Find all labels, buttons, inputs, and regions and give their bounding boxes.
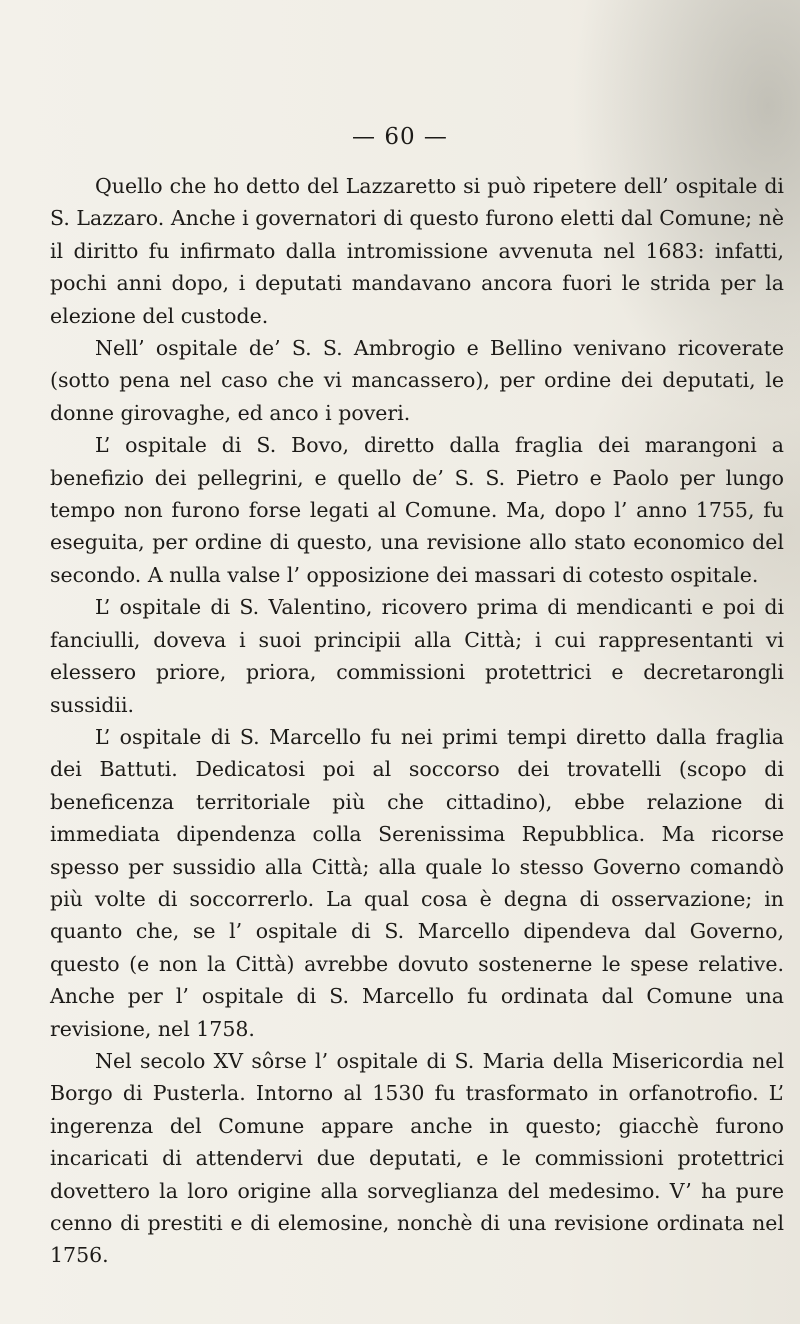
paragraph-valentino: L’ ospitale di S. Valentino, ricovero prima di mendicanti e poi di fanciulli, doveva i suoi principii alla Città; i cui rappresentanti vi elessero priore, priora, commissioni protettrici e decretarongli sussidii. xyxy=(50,595,784,717)
body-text xyxy=(50,170,784,1272)
paragraph-misericordia: Nel secolo XV sôrse l’ ospitale di S. Maria della Misericordia nel Borgo di Pusterla. Intorno al 1530 fu trasformato in orfanotrofio. L’ ingerenza del Comune appare anche in questo; giacchè furono incaricati di attendervi due deputati, e le commissioni protettrici dovettero la loro origine alla sorveglianza del medesimo. V’ ha pure cenno di prestiti e di elemosine, nonchè di una revisione ordinata nel 1756. xyxy=(50,1048,784,1268)
paragraph-lazzaro: Quello che ho detto del Lazzaretto si può ripetere dell’ ospitale di S. Lazzaro. Anche i governatori di questo furono eletti dal Comune; nè il diritto fu infirmato dalla intromissione avvenuta nel 1683: infatti, pochi anni dopo, i deputati mandavano ancora fuori le strida per la elezione del custode. xyxy=(50,174,784,328)
paragraph-bovo: L’ ospitale di S. Bovo, diretto dalla fraglia dei marangoni a benefizio dei pellegrini, e quello de’ S. S. Pietro e Paolo per lungo tempo non furono forse legati al Comune. Ma, dopo l’ anno 1755, fu eseguita, per ordine di questo, una revisione allo stato economico del secondo. A nulla valse l’ opposizione dei massari di cotesto ospitale. xyxy=(50,433,784,587)
paragraph-marcello: L’ ospitale di S. Marcello fu nei primi tempi diretto dalla fraglia dei Battuti. Dedicatosi poi al soccorso dei trovatelli (scopo di beneficenza territoriale più che cittadino), ebbe relazione di immediata dipendenza colla Serenissima Repubblica. Ma ricorse spesso per sussidio alla Città; alla quale lo stesso Governo comandò più volte di soccorrerlo. La qual cosa è degna di osservazione; in quanto che, se l’ ospitale di S. Marcello dipendeva dal Governo, questo (e non la Città) avrebbe dovuto sostenerne le spese relative. Anche per l’ ospitale di S. Marcello fu ordinata dal Comune una revisione, nel 1758. xyxy=(50,724,784,1041)
paragraph-ambrogio-bellino: Nell’ ospitale de’ S. S. Ambrogio e Bellino venivano ricoverate (sotto pena nel caso che vi mancassero), per ordine dei deputati, le donne girovaghe, ed anco i poveri. xyxy=(50,336,784,425)
page-number: — 60 — xyxy=(352,124,448,150)
